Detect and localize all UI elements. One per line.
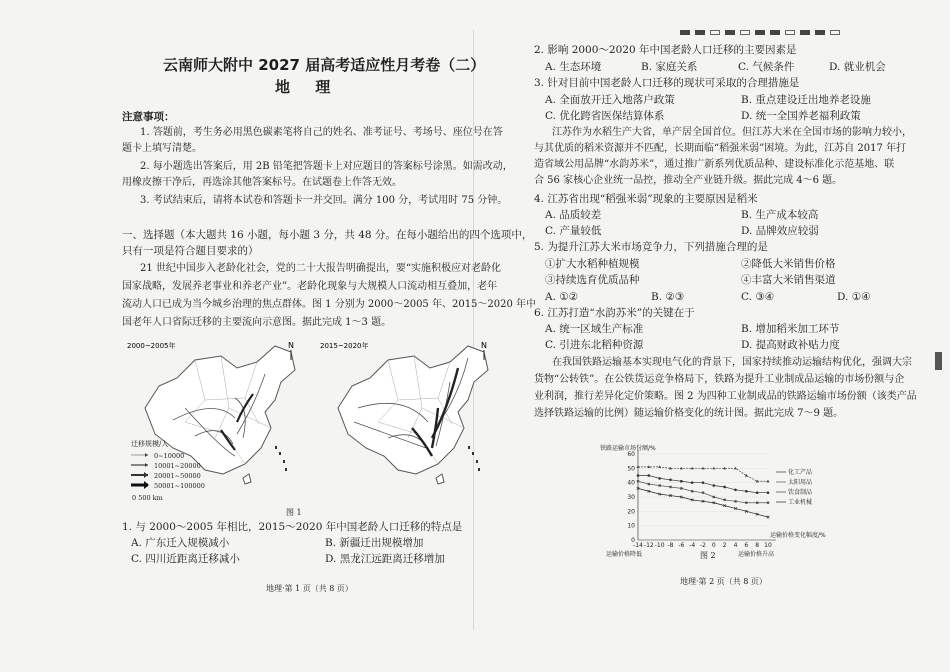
note-3: 3. 考试结束后，请将本试卷和答题卡一并交回。满分 100 分，考试用时 75 分钟。 [140, 195, 508, 206]
x-tick-label: -12 [643, 542, 654, 549]
q1-stem: 1. 与 2000～2005 年相比，2015～2020 年中国老龄人口迁移的特点是 [122, 521, 463, 533]
q5-option-a[interactable]: A. ①② [545, 291, 579, 303]
north-arrow-icon: N [288, 341, 294, 350]
note-2b: 用橡皮擦干净后，再选涂其他答案标号。在试题卷上作答无效。 [122, 177, 402, 188]
data-point [637, 474, 640, 477]
legend-item-2: 10001~20000 [154, 462, 201, 470]
passage1-line-1: 21 世纪中国步入老龄化社会，党的二十大报告明确提出，要“实施积极应对老龄化 [140, 263, 502, 274]
data-point [756, 502, 758, 504]
legend-label-4: 工业机械 [788, 499, 813, 506]
exam-title: 云南师大附中 2027 届高考适应性月考卷（二） [163, 56, 486, 74]
q4-stem: 4. 江苏省出现“稻强米弱”现象的主要原因是稻米 [534, 193, 758, 205]
map1-label: 2000~2005年 [127, 342, 176, 350]
section1-title-b: 只有一项是符合题目要求的） [122, 245, 259, 257]
q6-option-a[interactable]: A. 统一区域生产标准 [545, 323, 644, 335]
data-point [713, 484, 716, 487]
q2-option-b[interactable]: B. 家庭关系 [641, 61, 698, 73]
figure2-caption: 图 2 [700, 551, 716, 560]
q6-stem: 6. 江苏打造“水韵苏米”的关键在于 [534, 307, 695, 319]
legend-label-2: 太阳用品 [788, 479, 813, 486]
q2-stem: 2. 影响 2000～2020 年中国老龄人口迁移的主要因素是 [534, 44, 797, 56]
data-point [756, 491, 759, 494]
q1-option-b[interactable]: B. 新疆迁出规模增加 [325, 537, 424, 549]
x-tick-label: -8 [667, 542, 674, 549]
data-point [745, 474, 748, 477]
subject-title: 地 理 [275, 78, 341, 96]
q2-option-d[interactable]: D. 就业机会 [829, 61, 886, 73]
data-point [713, 496, 715, 498]
passage2-line-4: 合 56 家核心企业统一品控，推动全产业链升级。据此完成 4～6 题。 [534, 175, 843, 186]
q5-statement-3: ③持续选育优质品种 [545, 274, 640, 286]
y-tick-label: 50 [627, 465, 635, 473]
x-tick-label: 8 [755, 542, 760, 549]
y-tick-label: 60 [627, 451, 635, 458]
legend-arrows [130, 451, 152, 493]
x-axis-right-label: 运输价格升高 [737, 551, 774, 558]
q5-option-c[interactable]: C. ③④ [741, 291, 775, 303]
y-tick-label: 0 [631, 537, 635, 544]
data-point [734, 500, 736, 502]
q4-option-d[interactable]: D. 品牌效应较弱 [741, 225, 819, 237]
note-2a: 2. 每小题选出答案后，用 2B 铅笔把答题卡上对应题目的答案标号涂黑。如需改动， [140, 161, 513, 172]
legend-item-1: 0~10000 [154, 452, 185, 460]
data-point [680, 480, 683, 483]
data-point [669, 479, 672, 482]
q5-option-b[interactable]: B. ②③ [651, 291, 685, 303]
scale-bar: 0 500 km [132, 494, 163, 502]
migration-map-2000-2005 [125, 338, 305, 498]
x-tick-label: -2 [700, 542, 706, 549]
x-tick-label: 2 [722, 542, 727, 549]
x-axis-left-label: 运输价格降低 [606, 551, 643, 558]
footer-left: 地理·第 1 页（共 8 页） [266, 584, 353, 593]
data-point [745, 502, 747, 504]
passage3-line-4: 选择铁路运输的比例）随运输价格变化的统计图。据此完成 7～9 题。 [534, 408, 844, 419]
north-arrow-icon: N [481, 341, 487, 350]
data-point [658, 484, 660, 486]
map2-label: 2015~2020年 [320, 342, 369, 350]
x-tick-label: -14 [633, 542, 643, 549]
data-point [723, 486, 726, 489]
q4-option-c[interactable]: C. 产量较低 [545, 225, 602, 237]
passage3-line-3: 业利润，推行差异化定价策略。图 2 为四种工业制成品的铁路运输市场份额（该类产品 [534, 391, 917, 402]
data-point [702, 492, 704, 494]
data-point [723, 499, 725, 501]
x-tick-label: 10 [764, 542, 772, 549]
data-point [648, 483, 650, 485]
binding-tab [935, 352, 942, 370]
x-tick-label: -10 [654, 542, 665, 549]
page-fold [473, 30, 474, 630]
q5-statement-4: ④丰富大米销售渠道 [741, 274, 836, 286]
footer-right: 地理·第 2 页（共 8 页） [680, 577, 767, 586]
passage3-line-2: 货物“公转铁”。在公铁货运竞争格局下，铁路为提升工业制成品运输的市场份额与企 [534, 374, 905, 385]
q2-option-c[interactable]: C. 气候条件 [738, 61, 795, 73]
passage2-line-3: 造省域公用品牌“水韵苏米”，通过推广新系列优质品种、建设标准化示范基地、联 [534, 159, 895, 170]
passage2-line-1: 江苏作为水稻生产大省，单产居全国首位。但江苏大米在全国市场的影响力较小， [552, 127, 912, 138]
data-point [691, 481, 694, 484]
data-point [767, 491, 770, 494]
y-tick-label: 40 [627, 479, 635, 487]
x-tick-label: 4 [733, 542, 738, 549]
passage3-line-1: 在我国铁路运输基本实现电气化的背景下，国家持续推动运输结构优化，强调大宗 [552, 357, 912, 368]
section1-title-a: 一、选择题（本大题共 16 小题，每小题 3 分，共 48 分。在每小题给出的四个选项中， [122, 229, 533, 241]
legend-item-4: 50001~100000 [154, 482, 205, 490]
q4-option-b[interactable]: B. 生产成本较高 [741, 209, 819, 221]
x-tick-label: -4 [689, 542, 696, 549]
alignment-marks [680, 30, 840, 35]
x-tick-label: 0 [711, 542, 716, 549]
q5-option-d[interactable]: D. ①④ [837, 291, 871, 303]
legend-title: 迁移规模/人 [131, 440, 169, 448]
y-axis-label: 铁路运输市场份额/% [600, 445, 656, 452]
data-point [767, 502, 769, 504]
passage1-line-4: 国老年人口省际迁移的主要流向示意图。据此完成 1～3 题。 [122, 317, 392, 328]
legend-item-3: 20001~50000 [154, 472, 201, 480]
note-1b: 题卡上填写清楚。 [122, 143, 202, 154]
migration-map-2015-2020 [318, 338, 498, 498]
q5-statement-2: ②降低大米销售价格 [741, 258, 836, 270]
q6-option-d[interactable]: D. 提高财政补贴力度 [741, 339, 840, 351]
data-point [680, 487, 682, 489]
q1-option-c[interactable]: C. 四川近距离迁移减小 [131, 553, 240, 565]
y-tick-label: 30 [627, 494, 635, 501]
data-point [658, 465, 661, 468]
legend-label-1: 化工产品 [788, 469, 813, 476]
q3-option-d[interactable]: D. 统一全国养老福利政策 [741, 110, 861, 122]
passage1-line-3: 流动人口已成为当今城乡治理的焦点群体。图 1 分别为 2000～2005 年、2015～2020 年中 [122, 299, 537, 310]
y-tick-label: 20 [627, 508, 635, 516]
q4-option-a[interactable]: A. 品质较差 [545, 209, 602, 221]
q3-option-a[interactable]: A. 全面放开迁入地落户政策 [545, 94, 675, 106]
x-tick-label: 6 [744, 542, 749, 549]
q6-option-c[interactable]: C. 引进东北稻种资源 [545, 339, 644, 351]
q5-stem: 5. 为提升江苏大米市场竞争力，下列措施合理的是 [534, 241, 768, 253]
q3-option-b[interactable]: B. 重点建设迁出地养老设施 [741, 94, 871, 106]
q2-option-a[interactable]: A. 生态环境 [545, 61, 602, 73]
rail-market-share-chart [598, 444, 826, 562]
data-point [745, 490, 748, 493]
passage2-line-2: 与其优质的稻米资源并不匹配，长期面临“稻强米弱”困境。为此，江苏自 2017 年打 [534, 143, 907, 154]
notes-heading: 注意事项： [122, 111, 175, 123]
q1-option-d[interactable]: D. 黑龙江远距离迁移增加 [325, 553, 445, 565]
legend-label-3: 饮食制品 [788, 489, 813, 496]
passage1-line-2: 国家战略，发展养老事业和养老产业”。老龄化现象与大规模人口流动相互叠加，老年 [122, 281, 498, 292]
data-point [648, 474, 651, 477]
data-point [669, 486, 671, 488]
q6-option-b[interactable]: B. 增加稻米加工环节 [741, 323, 840, 335]
x-tick-label: -6 [678, 542, 685, 549]
data-point [691, 490, 693, 492]
q3-stem: 3. 针对目前中国老龄人口迁移的现状可采取的合理措施是 [534, 77, 800, 89]
y-tick-label: 10 [627, 522, 635, 530]
data-point [734, 489, 737, 492]
series-line-1 [638, 476, 768, 493]
q1-option-a[interactable]: A. 广东迁入规模减小 [131, 537, 230, 549]
note-1a: 1. 答题前，考生务必用黑色碳素笔将自己的姓名、准考证号、考场号、座位号在答 [140, 127, 503, 138]
data-point [637, 480, 639, 482]
data-point [658, 477, 661, 480]
q5-statement-1: ①扩大水稻种植规模 [545, 258, 640, 270]
x-axis-label: 运输价格变化幅度/% [770, 532, 826, 539]
data-point [702, 481, 705, 484]
figure1-caption: 图 1 [286, 508, 302, 517]
q3-option-c[interactable]: C. 优化跨省医保结算体系 [545, 110, 665, 122]
